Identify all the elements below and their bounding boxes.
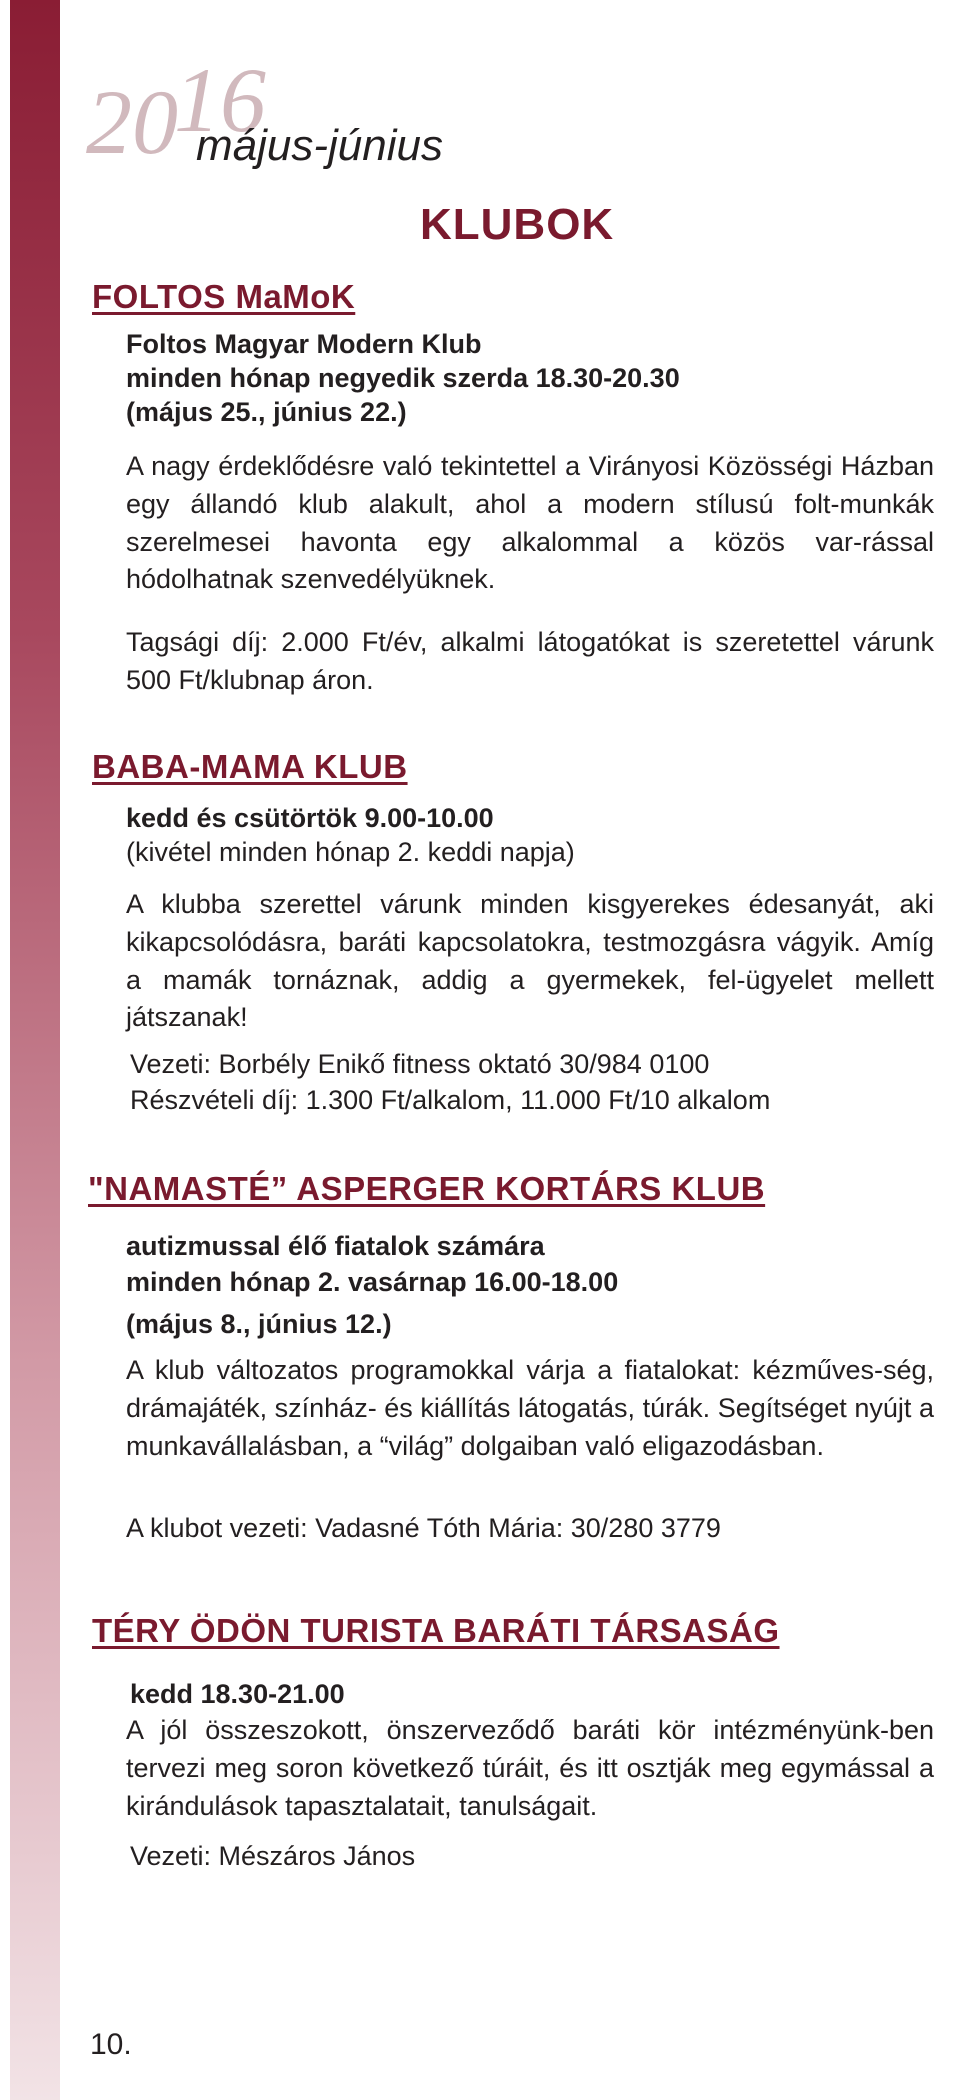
schedule: kedd 18.30-21.00: [130, 1679, 345, 1709]
leader-info: A klubot vezeti: Vadasné Tóth Mária: 30/280 3779: [126, 1513, 721, 1543]
description: A klubba szerettel várunk minden kisgyerekes édesanyát, aki kikapcsolódásra, baráti kapcsolatokra, testmozgásra vágyik. Amíg a mamák tornáznak, addig a gyermekek, fel-ügyelet mellett játszanak!: [126, 889, 934, 1033]
year-prefix: 20: [86, 71, 178, 173]
section-title: TÉRY ÖDÖN TURISTA BARÁTI TÁRSASÁG: [92, 1612, 780, 1649]
leader-info: Vezeti: Mészáros János: [130, 1841, 416, 1871]
fee-info: Részvételi díj: 1.300 Ft/alkalom, 11.000 Ft/10 alkalom: [130, 1085, 771, 1115]
date-block: [86, 49, 586, 184]
schedule: minden hónap negyedik szerda 18.30-20.30: [126, 363, 680, 393]
section-title: FOLTOS MaMoK: [92, 278, 356, 315]
months-label: május-június: [196, 121, 443, 170]
year-suffix: 16: [174, 49, 266, 151]
club-subtitle: autizmussal élő fiatalok számára: [126, 1231, 545, 1261]
fee-info: Tagsági díj: 2.000 Ft/év, alkalmi látogatókat is szeretettel várunk 500 Ft/klubnap áron.: [126, 627, 934, 695]
description: A klub változatos programokkal várja a fiatalokat: kézműves-ség, drámajáték, színház- és kiállítás látogatás, túrák. Segítséget nyújt a munkavállalásban, a “világ” dolgaiban való eligazodásban.: [126, 1355, 934, 1461]
dates: (május 25., június 22.): [126, 397, 407, 427]
leader-info: Vezeti: Borbély Enikő fitness oktató 30/984 0100: [130, 1049, 710, 1079]
schedule: kedd és csütörtök 9.00-10.00: [126, 803, 494, 833]
section-title: BABA-MAMA KLUB: [92, 748, 408, 785]
description: A jól összeszokott, önszerveződő baráti kör intézményünk-ben tervezi meg soron következő túráit, és itt osztják meg egymással a kirándulások tapasztalatait, tanulságait.: [126, 1715, 934, 1821]
page-title: KLUBOK: [420, 200, 615, 249]
dates: (május 8., június 12.): [126, 1309, 392, 1339]
section-title: "NAMASTÉ” ASPERGER KORTÁRS KLUB: [88, 1170, 766, 1207]
schedule: minden hónap 2. vasárnap 16.00-18.00: [126, 1267, 619, 1297]
description: A nagy érdeklődésre való tekintettel a Virányosi Közösségi Házban egy állandó klub alakult, ahol a modern stílusú folt-munkák szerelmesei havonta egy alkalommal a közös var-rással hódolhatnak szenvedélyüknek.: [126, 451, 934, 595]
page-number: 10.: [90, 2028, 132, 2061]
club-subtitle: Foltos Magyar Modern Klub: [126, 329, 482, 359]
schedule-exception: (kivétel minden hónap 2. keddi napja): [126, 837, 575, 867]
